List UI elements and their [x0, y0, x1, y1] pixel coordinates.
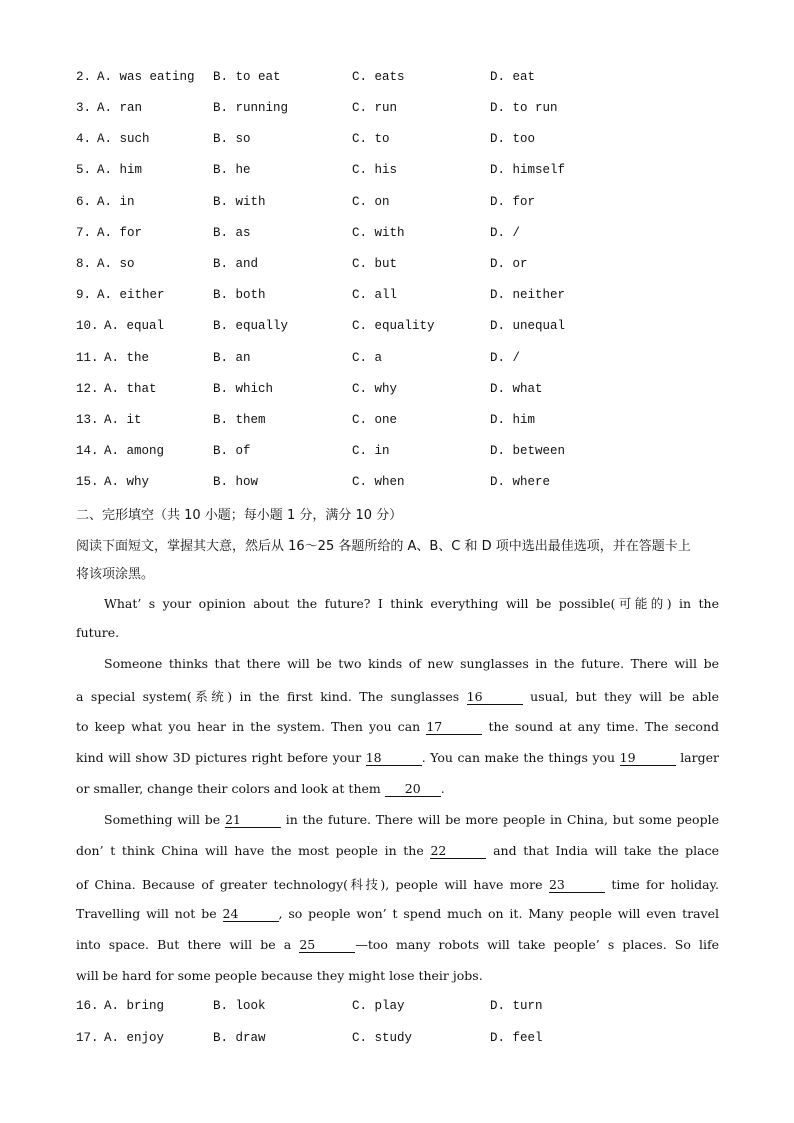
question-5-options	[0, 163, 794, 183]
option-a: A. for	[97, 226, 143, 240]
blank-17[interactable]: 17	[426, 720, 482, 735]
option-b: B. with	[213, 195, 266, 209]
blank-25[interactable]: 25	[299, 938, 355, 953]
option-c: C. on	[352, 195, 390, 209]
option-c: C. all	[352, 288, 398, 302]
blank-22[interactable]: 22	[430, 844, 486, 859]
question-number: 8.	[76, 257, 92, 271]
passage-line: What’ s your opinion about the future? I think everything will be possible(可能的) in the	[104, 596, 719, 611]
question-3-options	[0, 101, 794, 121]
option-b: B. which	[213, 382, 274, 396]
option-b: B. how	[213, 475, 259, 489]
option-b: B. he	[213, 163, 251, 177]
option-d: D. /	[490, 226, 521, 240]
option-a: A. was eating	[97, 70, 195, 84]
option-b: B. look	[213, 999, 266, 1013]
blank-21[interactable]: 21	[225, 813, 281, 828]
passage-text: . You can make the things you	[421, 750, 616, 765]
question-number: 6.	[76, 195, 92, 209]
option-a: A. among	[104, 444, 165, 458]
passage-line	[76, 875, 719, 893]
option-b: B. draw	[213, 1031, 266, 1045]
question-number: 10.	[76, 319, 99, 333]
option-a: A. enjoy	[104, 1031, 165, 1045]
option-c: C. study	[352, 1031, 413, 1045]
option-d: D. him	[490, 413, 536, 427]
option-a: A. such	[97, 132, 150, 146]
option-d: D. too	[490, 132, 536, 146]
option-b: B. running	[213, 101, 289, 115]
option-a: A. either	[97, 288, 165, 302]
passage-text: , so people won’ t spend much on it. Many people will even travel	[278, 906, 720, 921]
option-b: B. an	[213, 351, 251, 365]
blank-20[interactable]: 20	[385, 782, 441, 797]
passage-line	[76, 937, 719, 953]
section-instruction-cont: 将该项涂黑。	[76, 567, 155, 582]
option-b: B. them	[213, 413, 266, 427]
option-c: C. run	[352, 101, 398, 115]
question-number: 9.	[76, 288, 92, 302]
passage-text: usual, but they will be able	[530, 689, 720, 704]
question-number: 15.	[76, 475, 99, 489]
question-number: 17.	[76, 1031, 99, 1045]
option-b: B. to eat	[213, 70, 281, 84]
option-a: A. bring	[104, 999, 165, 1013]
passage-text: —too many robots will take people’ s places. So life	[355, 937, 720, 952]
passage-line	[76, 906, 719, 922]
option-d: D. turn	[490, 999, 543, 1013]
question-14-options	[0, 444, 794, 464]
question-10-options	[0, 319, 794, 339]
question-number: 11.	[76, 351, 99, 365]
question-number: 7.	[76, 226, 92, 240]
option-b: B. of	[213, 444, 251, 458]
passage-line	[76, 843, 719, 859]
option-d: D. neither	[490, 288, 566, 302]
passage-text: or smaller, change their colors and look at them	[76, 781, 381, 796]
option-a: A. ran	[97, 101, 143, 115]
passage-text: Something will be	[104, 812, 221, 827]
question-number: 2.	[76, 70, 92, 84]
question-number: 13.	[76, 413, 99, 427]
passage-text: in the future. There will be more people in China, but some people	[285, 812, 719, 827]
passage-text: into space. But there will be a	[76, 937, 292, 952]
option-c: C. his	[352, 163, 398, 177]
option-a: A. the	[104, 351, 150, 365]
option-c: C. when	[352, 475, 405, 489]
option-c: C. play	[352, 999, 405, 1013]
option-b: B. equally	[213, 319, 289, 333]
question-16-options	[0, 999, 794, 1019]
passage-text: .	[440, 781, 445, 796]
question-number: 5.	[76, 163, 92, 177]
option-d: D. for	[490, 195, 536, 209]
option-c: C. with	[352, 226, 405, 240]
option-a: A. so	[97, 257, 135, 271]
blank-24[interactable]: 24	[223, 907, 279, 922]
passage-line: will be hard for some people because they might lose their jobs.	[76, 968, 483, 983]
question-number: 16.	[76, 999, 99, 1013]
option-d: D. or	[490, 257, 528, 271]
option-d: D. feel	[490, 1031, 543, 1045]
passage-text: the sound at any time. The second	[488, 719, 720, 734]
passage-line	[76, 687, 719, 705]
passage-line	[76, 781, 719, 797]
option-b: B. both	[213, 288, 266, 302]
option-a: A. equal	[104, 319, 165, 333]
question-number: 3.	[76, 101, 92, 115]
option-c: C. to	[352, 132, 390, 146]
passage-text: larger	[680, 750, 719, 765]
option-d: D. himself	[490, 163, 566, 177]
question-number: 14.	[76, 444, 99, 458]
option-d: D. what	[490, 382, 543, 396]
passage-text: to keep what you hear in the system. Then you can	[76, 719, 421, 734]
option-d: D. between	[490, 444, 566, 458]
passage-line: Someone thinks that there will be two kinds of new sunglasses in the future. There will be	[104, 656, 719, 671]
question-9-options	[0, 288, 794, 308]
passage-text: don’ t think China will have the most people in the	[76, 843, 424, 858]
option-c: C. one	[352, 413, 398, 427]
option-c: C. but	[352, 257, 398, 271]
question-number: 4.	[76, 132, 92, 146]
option-d: D. to run	[490, 101, 558, 115]
option-c: C. why	[352, 382, 398, 396]
question-number: 12.	[76, 382, 99, 396]
section-instruction: 阅读下面短文，掌握其大意，然后从 16～25 各题所给的 A、B、C 和 D 项中选出最佳选项，并在答题卡上	[76, 539, 691, 554]
blank-23[interactable]: 23	[549, 878, 605, 893]
option-d: D. unequal	[490, 319, 566, 333]
blank-18[interactable]: 18	[366, 751, 422, 766]
option-c: C. a	[352, 351, 383, 365]
passage-text: a special system(系统) in the first kind. The sunglasses	[76, 689, 460, 704]
question-11-options	[0, 351, 794, 371]
option-d: D. eat	[490, 70, 536, 84]
question-15-options	[0, 475, 794, 495]
option-b: B. as	[213, 226, 251, 240]
option-c: C. in	[352, 444, 390, 458]
option-a: A. that	[104, 382, 157, 396]
question-13-options	[0, 413, 794, 433]
option-d: D. /	[490, 351, 521, 365]
question-4-options	[0, 132, 794, 152]
passage-text: kind will show 3D pictures right before your	[76, 750, 362, 765]
passage-text: Travelling will not be	[76, 906, 217, 921]
option-d: D. where	[490, 475, 551, 489]
section-heading: 二、完形填空（共 10 小题；每小题 1 分，满分 10 分）	[76, 508, 403, 523]
option-c: C. equality	[352, 319, 435, 333]
option-c: C. eats	[352, 70, 405, 84]
blank-16[interactable]: 16	[467, 690, 523, 705]
question-8-options	[0, 257, 794, 277]
blank-19[interactable]: 19	[620, 751, 676, 766]
option-b: B. so	[213, 132, 251, 146]
passage-line	[104, 812, 719, 828]
question-12-options	[0, 382, 794, 402]
passage-line: future.	[76, 625, 120, 640]
option-a: A. him	[97, 163, 143, 177]
question-17-options	[0, 1031, 794, 1051]
passage-line	[76, 719, 719, 735]
option-b: B. and	[213, 257, 259, 271]
question-6-options	[0, 195, 794, 215]
passage-text: of China. Because of greater technology(科技), people will have more	[76, 877, 543, 892]
passage-line	[76, 750, 719, 766]
option-a: A. it	[104, 413, 142, 427]
question-2-options	[0, 70, 794, 90]
option-a: A. why	[104, 475, 150, 489]
question-7-options	[0, 226, 794, 246]
passage-text: time for holiday.	[611, 877, 719, 892]
option-a: A. in	[97, 195, 135, 209]
passage-text: and that India will take the place	[493, 843, 720, 858]
